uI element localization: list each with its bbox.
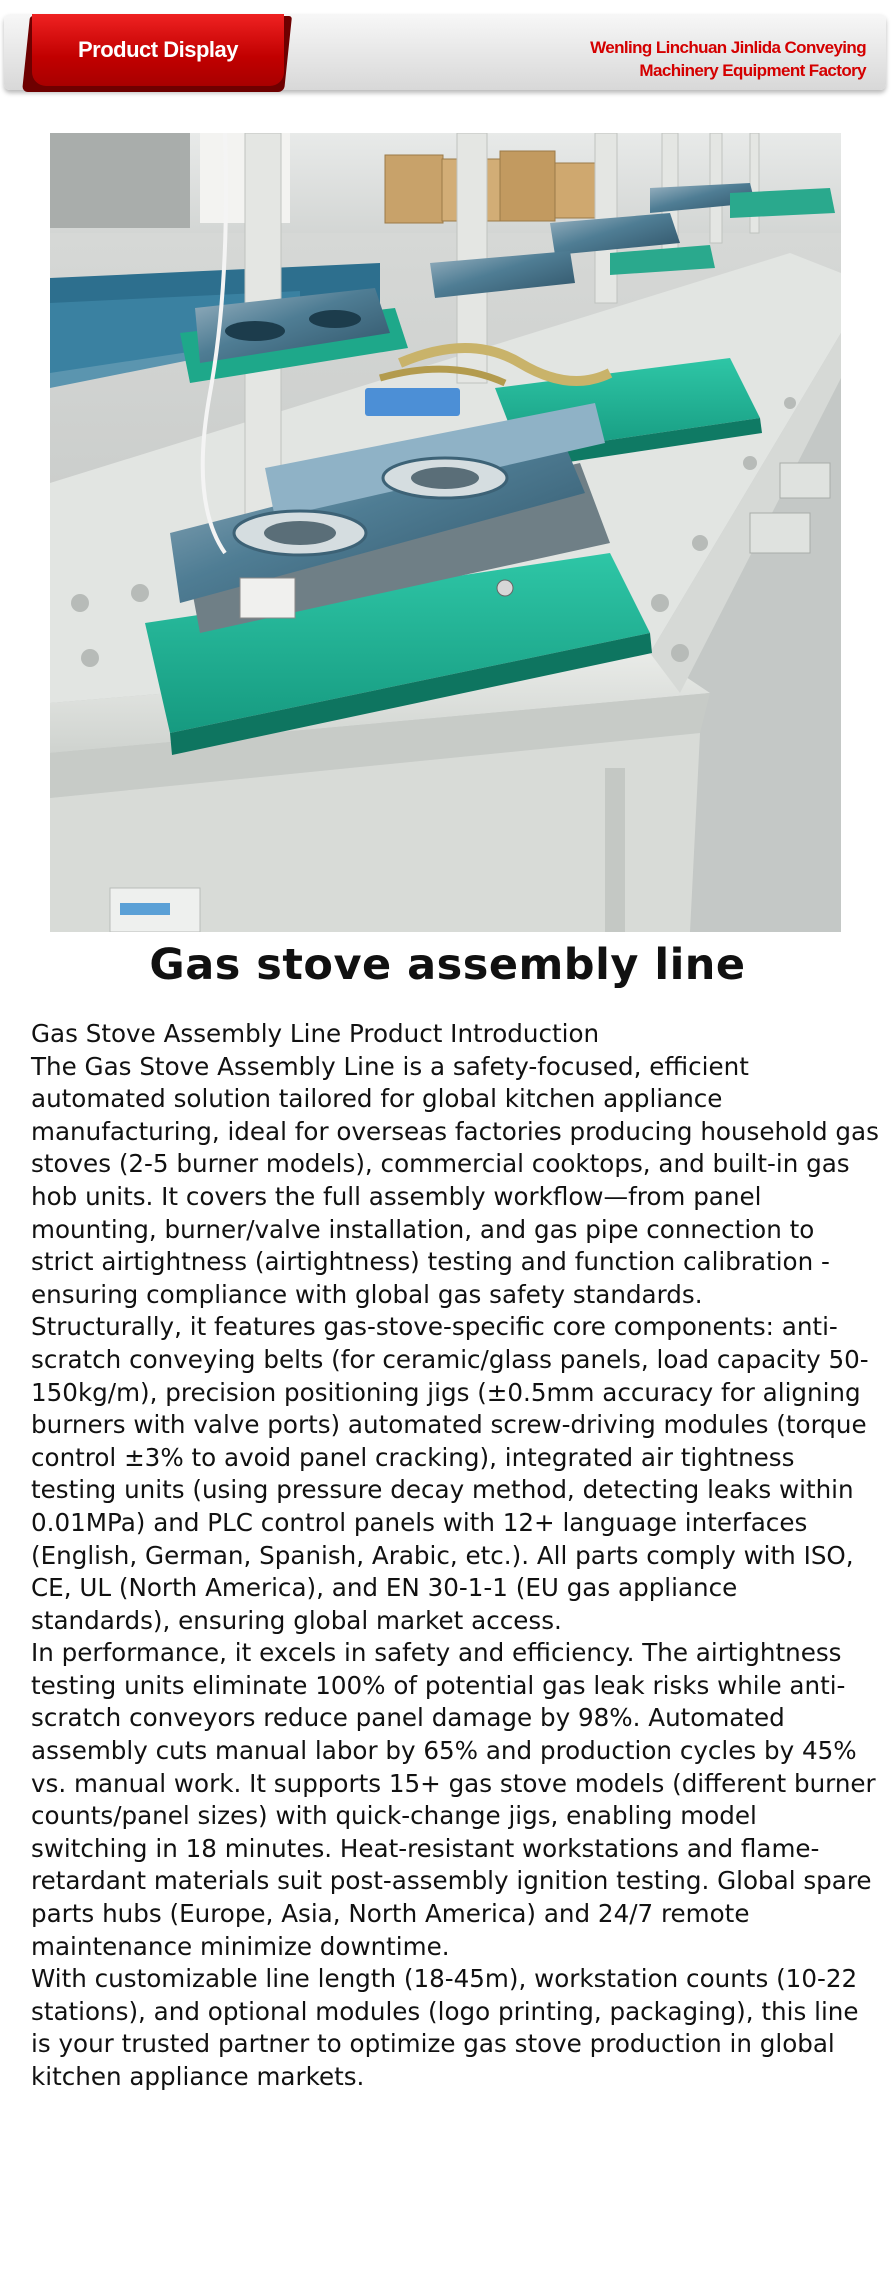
paragraph-overview: The Gas Stove Assembly Line is a safety-focused, efficient automated solution tailored for global kitchen appliance manufacturing, ideal for overseas factories producing household gas stoves (2-5 burner models), commercial cooktops, and built-in gas hob units. It covers the full assembly workflow—from panel mounting, burner/valve installation, and gas pipe connection to strict airtightness (airtightness) testing and function calibration - ensuring compliance with global gas safety standards. <box>31 1051 879 1309</box>
paragraph-customization: With customizable line length (18-45m), workstation counts (10-22 stations), and optional modules (logo printing, packaging), this line is your trusted partner to optimize gas stove production in global kitchen appliance markets. <box>31 1964 859 2091</box>
company-name <box>506 36 866 82</box>
product-photo <box>50 133 841 932</box>
product-display-tab[interactable]: Product Display <box>32 14 284 86</box>
company-name-line2: Machinery Equipment Factory <box>639 61 866 80</box>
page-title: Gas stove assembly line <box>149 940 746 990</box>
company-name-line1: Wenling Linchuan Jinlida Conveying <box>590 38 866 57</box>
paragraph-performance: In performance, it excels in safety and efficiency. The airtightness testing units eliminate 100% of potential gas leak risks while anti-scratch conveyors reduce panel damage by 98%. Automated assembly cuts manual labor by 65% and production cycles by 45% vs. manual work. It supports 15+ gas stove models (different burner counts/panel sizes) with quick-change jigs, enabling model switching in 18 minutes. Heat-resistant workstations and flame-retardant materials suit post-assembly ignition testing. Global spare parts hubs (Europe, Asia, North America) and 24/7 remote maintenance minimize downtime. <box>31 1638 876 1961</box>
intro-heading: Gas Stove Assembly Line Product Introduction <box>31 1019 600 1048</box>
assembly-line-illustration <box>50 133 841 932</box>
product-description <box>31 1018 881 2094</box>
paragraph-structure: Structurally, it features gas-stove-specific core components: anti-scratch conveying belts (for ceramic/glass panels, load capacity 50-150kg/m), precision positioning jigs (±0.5mm accuracy for aligning burners with valve ports) automated screw-driving modules (torque control ±3% to avoid panel cracking), integrated air tightness testing units (using pressure decay method, detecting leaks within 0.01MPa) and PLC control panels with 12+ language interfaces (English, German, Spanish, Arabic, etc.). All parts comply with ISO, CE, UL (North America), and EN 30-1-1 (EU gas appliance standards), ensuring global market access. <box>31 1312 869 1635</box>
page-header <box>4 14 886 90</box>
